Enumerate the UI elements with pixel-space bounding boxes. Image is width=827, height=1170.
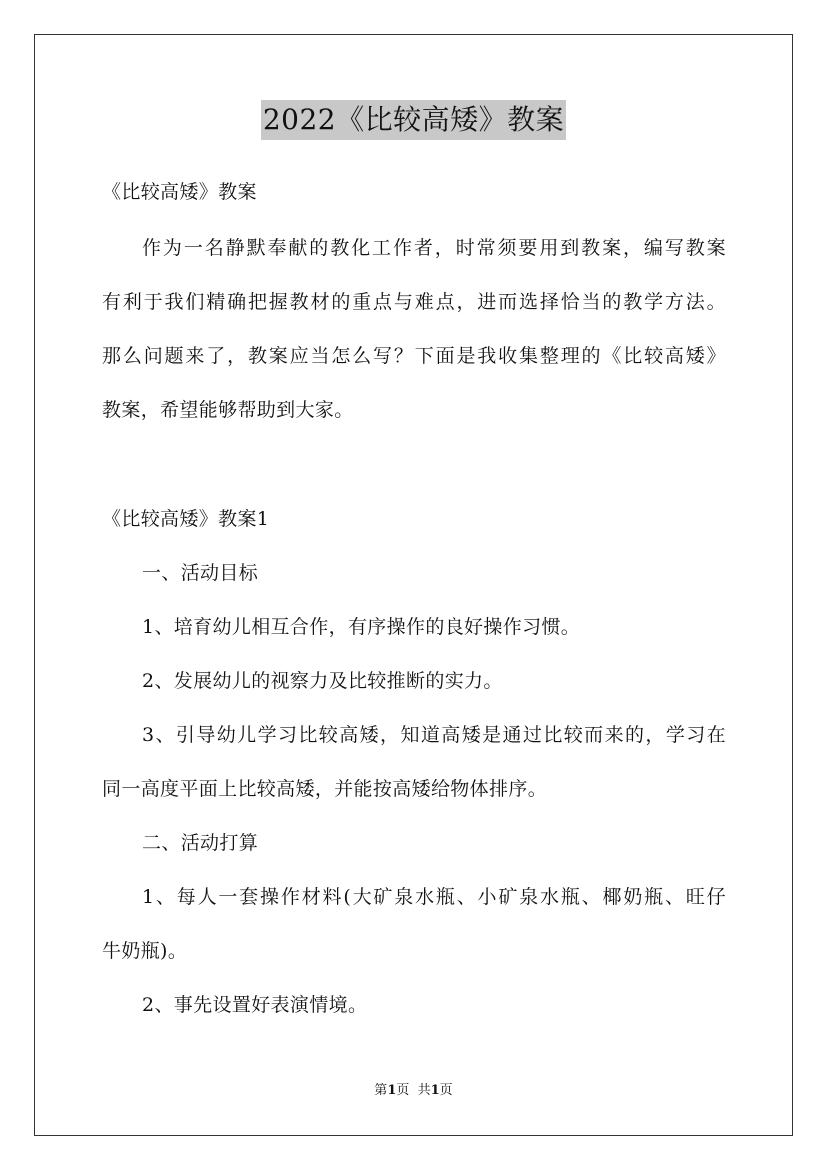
page-footer bbox=[0, 1083, 827, 1099]
preparation-heading: 二、活动打算 bbox=[142, 832, 259, 854]
footer-suffix: 页 bbox=[439, 1083, 453, 1098]
intro-line-3: 那么问题来了，教案应当怎么写？下面是我收集整理的《比较高矮》 bbox=[102, 345, 726, 367]
goals-heading: 一、活动目标 bbox=[142, 562, 259, 584]
goal-item-1: 1、培育幼儿相互合作，有序操作的良好操作习惯。 bbox=[142, 616, 581, 638]
intro-line-2: 有利于我们精确把握教材的重点与难点，进而选择恰当的教学方法。 bbox=[102, 291, 726, 313]
footer-total-pages: 1 bbox=[430, 1083, 440, 1098]
preparation-item-2: 2、事先设置好表演情境。 bbox=[142, 994, 368, 1016]
footer-prefix: 第 bbox=[374, 1083, 388, 1098]
footer-mid: 页 共 bbox=[396, 1083, 431, 1098]
document-title bbox=[0, 100, 827, 140]
goal-item-3-line-1: 3、引导幼儿学习比较高矮，知道高矮是通过比较而来的，学习在 bbox=[142, 724, 726, 746]
preparation-item-1-line-1: 1、每人一套操作材料(大矿泉水瓶、小矿泉水瓶、椰奶瓶、旺仔 bbox=[142, 886, 726, 908]
document-title-text: 2022《比较高矮》教案 bbox=[261, 100, 566, 140]
goal-item-2: 2、发展幼儿的视察力及比较推断的实力。 bbox=[142, 670, 503, 692]
intro-line-4: 教案，希望能够帮助到大家。 bbox=[102, 399, 354, 421]
preparation-item-1-line-2: 牛奶瓶)。 bbox=[102, 940, 188, 962]
section-1-title: 《比较高矮》教案1 bbox=[102, 508, 270, 530]
document-subtitle: 《比较高矮》教案 bbox=[102, 181, 257, 203]
goal-item-3-line-2: 同一高度平面上比较高矮，并能按高矮给物体排序。 bbox=[102, 778, 548, 800]
intro-line-1: 作为一名静默奉献的教化工作者，时常须要用到教案，编写教案 bbox=[142, 237, 726, 259]
footer-page-number: 1 bbox=[387, 1083, 397, 1098]
